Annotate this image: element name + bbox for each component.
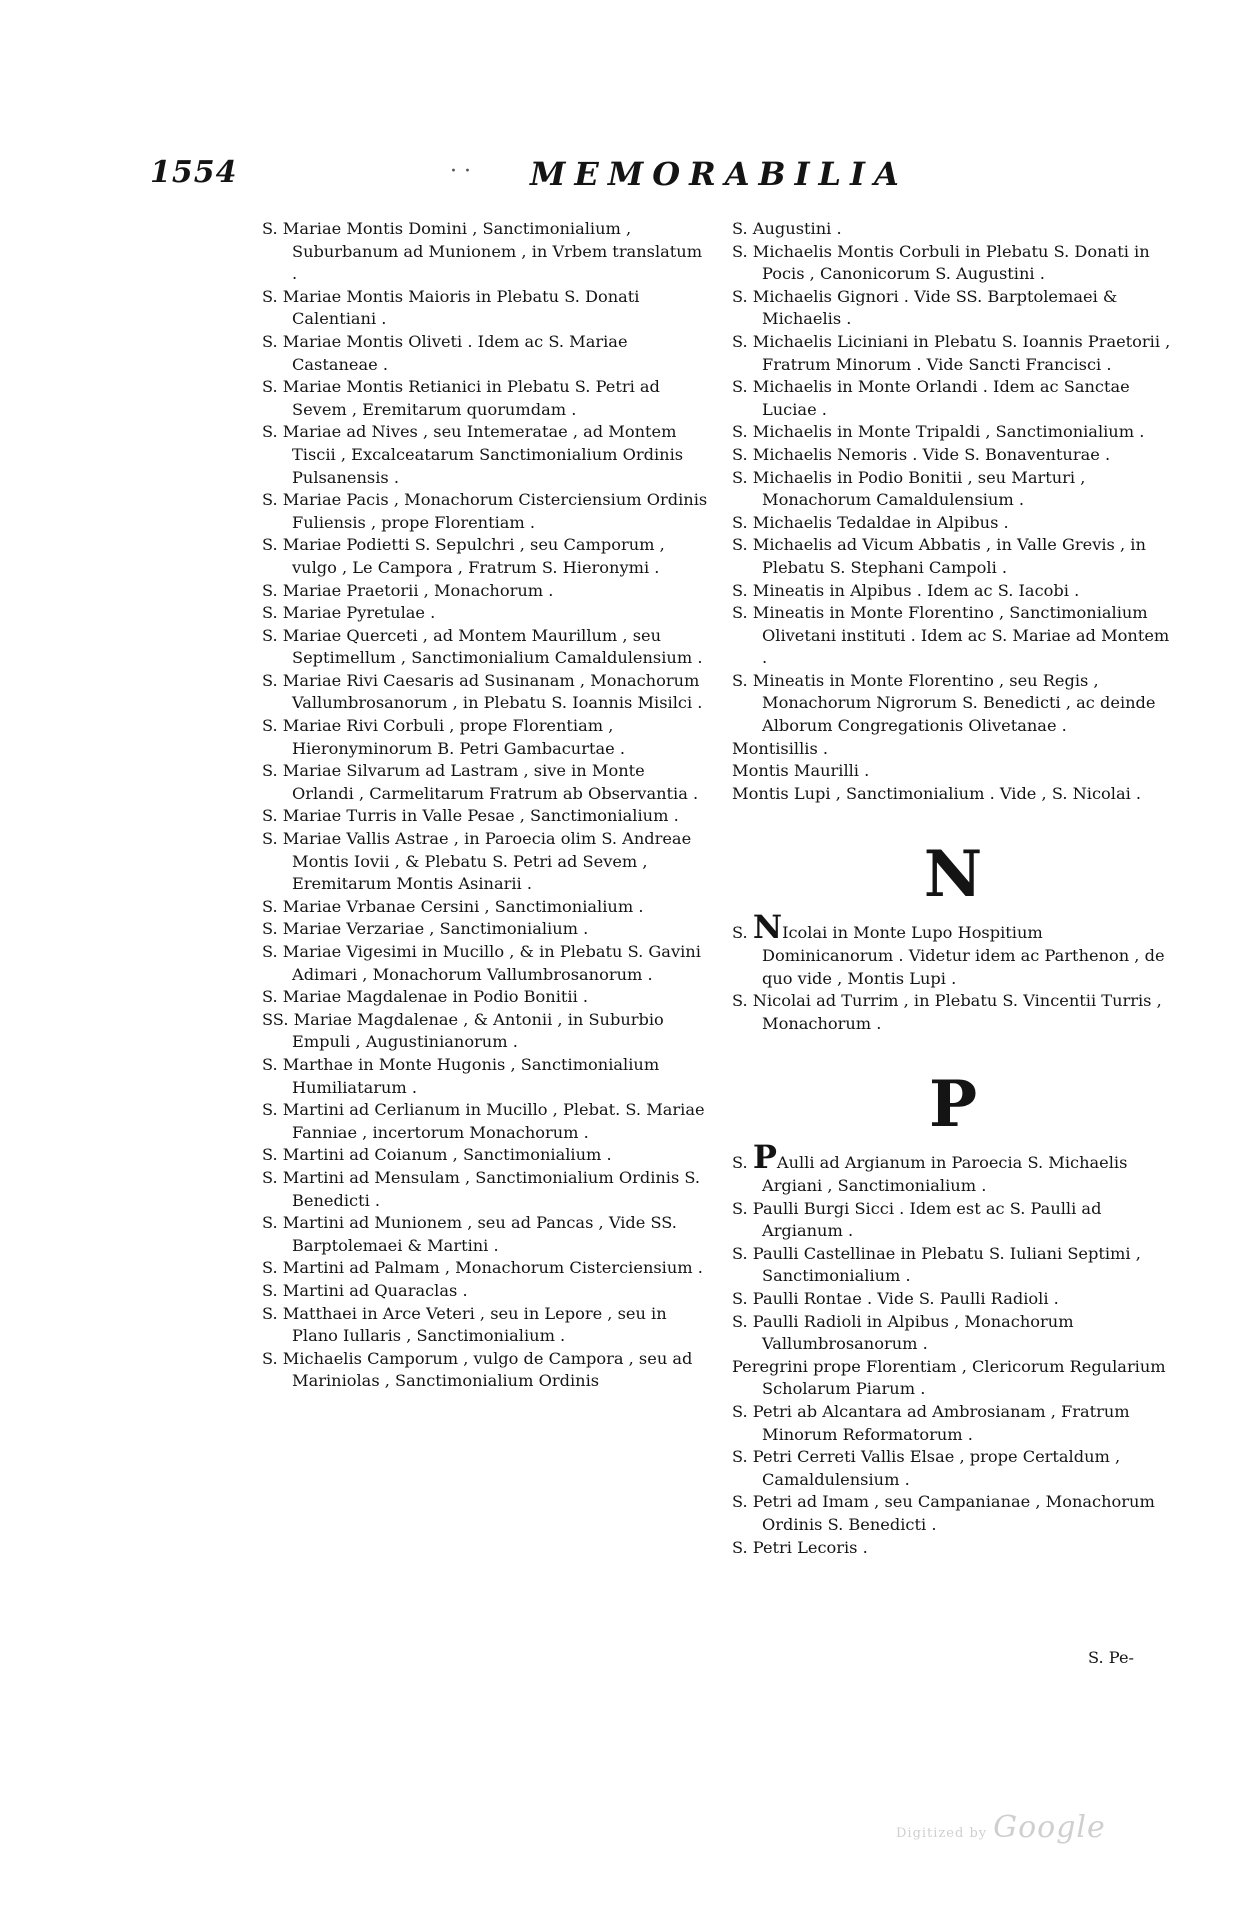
index-entry: S. Matthaei in Arce Veteri , seu in Lepore , seu in Plano Iullaris , Sanctimonialium . bbox=[262, 1303, 667, 1346]
index-entry: S. Mariae Podietti S. Sepulchri , seu Camporum , vulgo , Le Campora , Fratrum S. Hieronymi . bbox=[262, 535, 665, 577]
index-entry: S. Paulli Castellinae in Plebatu S. Iuliani Septimi , Sanctimonialium . bbox=[732, 1243, 1141, 1286]
index-entry: S. Mariae Querceti , ad Montem Maurillum , seu Septimellum , Sanctimonialium Camaldulensium . bbox=[262, 625, 703, 668]
right-column bbox=[732, 218, 1174, 1559]
index-entry: S. Michaelis Montis Corbuli in Plebatu S. Donati in Pocis , Canonicorum S. Augustini . bbox=[732, 241, 1150, 284]
left-column bbox=[262, 218, 710, 1393]
index-entry: S. Augustini . bbox=[732, 219, 842, 238]
watermark-prefix: Digitized by bbox=[896, 1826, 988, 1841]
index-entry: S. Mariae Vrbanae Cersini , Sanctimonialium . bbox=[262, 896, 644, 916]
catchword: S. Pe- bbox=[1088, 1648, 1135, 1667]
header-ornament: · · bbox=[450, 159, 471, 184]
index-entry: S. Petri Cerreti Vallis Elsae , prope Certaldum , Camaldulensium . bbox=[732, 1447, 1121, 1489]
index-entry: S. Martini ad Quaraclas . bbox=[262, 1280, 468, 1300]
index-entry: S. Mariae Rivi Caesaris ad Susinanam , Monachorum Vallumbrosanorum , in Plebatu S. Ioannis Misilci . bbox=[262, 670, 703, 713]
index-entry: S. Mineatis in Monte Florentino , Sanctimonialium Olivetani instituti . Idem ac S. Mariae ad Montem . bbox=[732, 603, 1170, 668]
index-entry: S. Marthae in Monte Hugonis , Sanctimonialium Humiliatarum . bbox=[262, 1054, 660, 1097]
index-entry: S. Mariae ad Nives , seu Intemeratae , ad Montem Tiscii , Excalceatarum Sanctimonialium Ordinis Pulsanensis . bbox=[262, 422, 684, 487]
index-entry: S. Michaelis Gignori . Vide SS. Barptolemaei & Michaelis . bbox=[732, 286, 1118, 329]
index-entry: S. Mariae Montis Maioris in Plebatu S. Donati Calentiani . bbox=[262, 286, 640, 329]
index-entry: Montis Lupi , Sanctimonialium . Vide , S. Nicolai . bbox=[732, 783, 1142, 803]
section-n-entries bbox=[732, 990, 1174, 1035]
index-entry: S. Mariae Vigesimi in Mucillo , & in Plebatu S. Gavini Adimari , Monachorum Vallumbrosanorum . bbox=[262, 942, 701, 984]
index-entry: S. Martini ad Coianum , Sanctimonialium . bbox=[262, 1145, 612, 1165]
index-entry: S. Martini ad Mensulam , Sanctimonialium Ordinis S. Benedicti . bbox=[262, 1167, 701, 1210]
index-entry: S. Michaelis in Monte Tripaldi , Sanctimonialium . bbox=[732, 422, 1145, 442]
index-entry: S. Mariae Verzariae , Sanctimonialium . bbox=[262, 919, 589, 939]
index-entry: S. Michaelis ad Vicum Abbatis , in Valle Grevis , in Plebatu S. Stephani Campoli . bbox=[732, 535, 1146, 577]
index-entry: S. Martini ad Munionem , seu ad Pancas , Vide SS. Barptolemaei & Martini . bbox=[262, 1213, 677, 1255]
watermark-brand: Google bbox=[993, 1810, 1106, 1845]
index-entry: S. Paulli Radioli in Alpibus , Monachorum Vallumbrosanorum . bbox=[732, 1311, 1074, 1354]
entry-text: Aulli ad Argianum in Paroecia S. Michaelis Argiani , Sanctimonialium . bbox=[762, 1153, 1128, 1195]
section-letter-p: P bbox=[928, 1067, 978, 1143]
index-entry: S. Michaelis Tedaldae in Alpibus . bbox=[732, 512, 1009, 532]
section-letter-n: N bbox=[923, 837, 983, 913]
drop-cap: P bbox=[752, 1138, 777, 1177]
index-entry: S. Mariae Montis Retianici in Plebatu S. Petri ad Sevem , Eremitarum quorumdam . bbox=[262, 377, 660, 419]
index-entry: Montisillis . bbox=[732, 738, 829, 758]
index-entry: S. Mariae Rivi Corbuli , prope Florentiam , Hieronyminorum B. Petri Gambacurtae . bbox=[262, 716, 625, 758]
index-entry: S. Petri Lecoris . bbox=[732, 1537, 868, 1557]
index-entry: S. Martini ad Palmam , Monachorum Cisterciensium . bbox=[262, 1258, 703, 1278]
index-entry: S. Michaelis in Monte Orlandi . Idem ac Sanctae Luciae . bbox=[732, 377, 1130, 419]
index-entry: S. Michaelis Liciniani in Plebatu S. Ioannis Praetorii , Fratrum Minorum . Vide Sancti Francisci . bbox=[732, 331, 1171, 374]
index-entry: S. Petri ab Alcantara ad Ambrosianam , Fratrum Minorum Reformatorum . bbox=[732, 1401, 1130, 1444]
index-entry: Montis Maurilli . bbox=[732, 761, 870, 781]
index-entry: S. Michaelis in Podio Bonitii , seu Marturi , Monachorum Camaldulensium . bbox=[732, 467, 1086, 510]
index-entry: S. Nicolai ad Turrim , in Plebatu S. Vincentii Turris , Monachorum . bbox=[732, 991, 1162, 1033]
right-column-entries bbox=[732, 218, 1174, 805]
index-entry: S. Mineatis in Monte Florentino , seu Regis , Monachorum Nigrorum S. Benedicti , ac deinde Alborum Congregationis Olivetanae . bbox=[732, 670, 1156, 736]
index-entry: SS. Mariae Magdalenae , & Antonii , in Suburbio Empuli , Augustinianorum . bbox=[262, 1009, 664, 1052]
running-title: MEMORABILIA bbox=[530, 155, 908, 193]
index-entry: S. Mariae Montis Domini , Sanctimonialium , Suburbanum ad Munionem , in Vrbem translatum . bbox=[262, 219, 703, 284]
entry-text: Icolai in Monte Lupo Hospitium Dominicanorum . Videtur idem ac Parthenon , de quo vide , Montis Lupi . bbox=[762, 923, 1165, 988]
index-entry: S. Mariae Praetorii , Monachorum . bbox=[262, 580, 554, 600]
index-entry: S. Mariae Turris in Valle Pesae , Sanctimonialium . bbox=[262, 806, 679, 826]
entry-prefix: S. bbox=[732, 1153, 753, 1173]
section-n-first-entry bbox=[732, 908, 1174, 990]
page-header bbox=[150, 155, 910, 197]
index-entry: S. Mineatis in Alpibus . Idem ac S. Iacobi . bbox=[732, 580, 1080, 600]
drop-cap: N bbox=[752, 908, 783, 947]
index-entry: S. Michaelis Camporum , vulgo de Campora , seu ad Mariniolas , Sanctimonialium Ordinis bbox=[262, 1348, 693, 1391]
index-entry: S. Michaelis Nemoris . Vide S. Bonaventurae . bbox=[732, 444, 1111, 464]
index-entry: S. Mariae Silvarum ad Lastram , sive in Monte Orlandi , Carmelitarum Fratrum ab Observantia . bbox=[262, 761, 699, 803]
index-entry: S. Martini ad Cerlianum in Mucillo , Plebat. S. Mariae Fanniae , incertorum Monachorum . bbox=[262, 1100, 705, 1142]
section-p-first-entry bbox=[732, 1138, 1174, 1197]
section-p-entries bbox=[732, 1198, 1174, 1560]
index-entry: S. Petri ad Imam , seu Campanianae , Monachorum Ordinis S. Benedicti . bbox=[732, 1492, 1155, 1534]
index-entry: S. Mariae Pyretulae . bbox=[262, 603, 436, 623]
index-entry: S. Mariae Magdalenae in Podio Bonitii . bbox=[262, 987, 589, 1007]
index-entry: S. Mariae Montis Oliveti . Idem ac S. Mariae Castaneae . bbox=[262, 331, 628, 374]
index-entry: Peregrini prope Florentiam , Clericorum Regularium Scholarum Piarum . bbox=[732, 1356, 1166, 1399]
index-entry: S. Paulli Burgi Sicci . Idem est ac S. Paulli ad Argianum . bbox=[732, 1198, 1102, 1241]
entry-prefix: S. bbox=[732, 923, 753, 943]
google-watermark bbox=[896, 1810, 1106, 1845]
index-entry: S. Mariae Pacis , Monachorum Cisterciensium Ordinis Fuliensis , prope Florentiam . bbox=[262, 490, 708, 532]
index-entry: S. Paulli Rontae . Vide S. Paulli Radioli . bbox=[732, 1288, 1059, 1308]
page-number: 1554 bbox=[150, 155, 238, 190]
index-entry: S. Mariae Vallis Astrae , in Paroecia olim S. Andreae Montis Iovii , & Plebatu S. Petri ad Sevem , Eremitarum Montis Asinarii . bbox=[262, 829, 692, 894]
